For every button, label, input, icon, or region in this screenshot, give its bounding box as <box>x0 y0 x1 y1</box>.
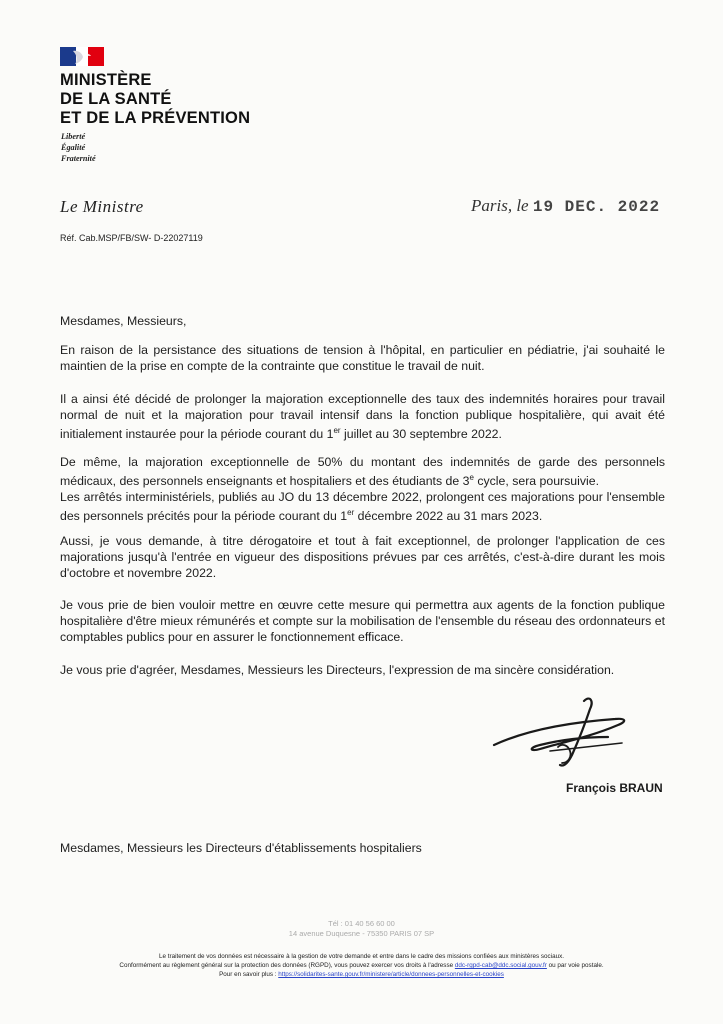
footer-phone: Tél : 01 40 56 60 00 <box>328 919 395 928</box>
paragraph-3-continued <box>60 489 665 524</box>
place-date <box>471 196 660 216</box>
footer-address <box>0 919 723 939</box>
paragraph-4-text: Aussi, je vous demande, à titre dérogatoire et tout à fait exceptionnel, de prolonger l'application de ces majorations jusqu'à l'entrée en vigueur des dispositions prévues par ces arrêtés, c'est-à-dire durant les mois d'octobre et novembre 2022. <box>60 534 665 580</box>
superscript-e: e <box>469 473 474 482</box>
paragraph-5 <box>60 597 665 645</box>
ministry-line-3: ET DE LA PRÉVENTION <box>60 109 251 127</box>
paragraph-2-part-a: Il a ainsi été décidé de prolonger la majoration exceptionnelle des taux des indemnités horaires pour travail normal de nuit et la majoration pour travail intensif dans la fonction publique hospitalière, qui avait été initialement instaurée pour la période courant du 1 <box>60 392 665 442</box>
place-prefix: Paris, le <box>471 196 529 215</box>
recipients: Mesdames, Messieurs les Directeurs d'établissements hospitaliers <box>60 841 422 855</box>
ministry-line-2: DE LA SANTÉ <box>60 90 172 108</box>
paragraph-1 <box>60 342 665 374</box>
paragraph-2-part-b: juillet au 30 septembre 2022. <box>340 427 502 442</box>
motto-egalite: Égalité <box>61 143 86 152</box>
legal-line-3-text: Pour en savoir plus : <box>219 971 279 978</box>
footer-street: 14 avenue Duquesne - 75350 PARIS 07 SP <box>288 929 435 938</box>
paragraph-2 <box>60 391 665 442</box>
handwritten-signature-icon <box>490 693 640 773</box>
paragraph-3 <box>60 454 665 524</box>
rgpd-email-link[interactable]: ddc-rgpd-cab@ddc.social.gouv.fr <box>454 962 547 969</box>
motto-liberte: Liberté <box>61 132 86 141</box>
legal-line-2-text-b: ou par voie postale. <box>546 962 604 969</box>
signer-name: François BRAUN <box>566 781 663 795</box>
paragraph-3-part-b: cycle, sera poursuivie. <box>473 474 600 489</box>
salutation: Mesdames, Messieurs, <box>60 314 187 328</box>
sender-title: Le Ministre <box>60 197 144 216</box>
paragraph-2-text <box>60 391 665 442</box>
paragraph-3-part-d: décembre 2022 au 31 mars 2023. <box>354 509 543 524</box>
paragraph-3-part-c: Les arrêtés interministériels, publiés au JO du 13 décembre 2022, prolongent ces majorations pour l'ensemble des personnels précités pour la période courant du 1 <box>60 490 665 524</box>
superscript-er: er <box>333 426 341 435</box>
paragraph-5-text: Je vous prie de bien vouloir mettre en œuvre cette mesure qui permettra aux agents de la fonction publique hospitalière d'être mieux rémunérés et compte sur la mobilisation de l'ensemble du réseau des ordonnateurs et comptables publics pour en assurer le fonctionnement efficace. <box>60 598 665 644</box>
motto-fraternite: Fraternité <box>61 154 96 163</box>
paragraph-1-text: En raison de la persistance des situations de tension à l'hôpital, en particulier en pédiatrie, j'ai souhaité le maintien de la prise en compte de la contrainte que constitue le travail de nuit. <box>60 343 665 373</box>
ministry-name <box>60 71 250 128</box>
legal-line-2-text-a: Conformément au règlement général sur la protection des données (RGPD), vous pouvez exercer vos droits à l'adresse <box>119 962 455 969</box>
legal-line-1: Le traitement de vos données est nécessaire à la gestion de votre demande et entre dans le cadre des missions confiées aux ministères sociaux. <box>159 953 564 960</box>
marianne-tricolor-logo-icon <box>60 47 104 66</box>
closing-formula: Je vous prie d'agréer, Mesdames, Messieurs les Directeurs, l'expression de ma sincère considération. <box>60 663 615 677</box>
paragraph-4 <box>60 533 665 581</box>
legal-line-3 <box>0 970 723 979</box>
footer-legal-notice <box>0 952 723 979</box>
date-stamp: 19 DEC. 2022 <box>532 198 661 216</box>
paragraph-3-text <box>60 454 665 489</box>
ministry-line-1: MINISTÈRE <box>60 71 152 89</box>
superscript-er-2: er <box>347 508 355 518</box>
paragraph-3-part-a: De même, la majoration exceptionnelle de 50% du montant des indemnités de garde des personnels médicaux, des personnels enseignants et hospitaliers et des étudiants de 3 <box>60 455 665 489</box>
cookies-info-link[interactable]: https://solidarites-sante.gouv.fr/ministere/article/donnees-personnelles-et-cookies <box>278 971 504 978</box>
republic-motto <box>61 131 96 164</box>
legal-line-2 <box>0 961 723 970</box>
reference-number: Réf. Cab.MSP/FB/SW- D-22027119 <box>60 233 203 243</box>
